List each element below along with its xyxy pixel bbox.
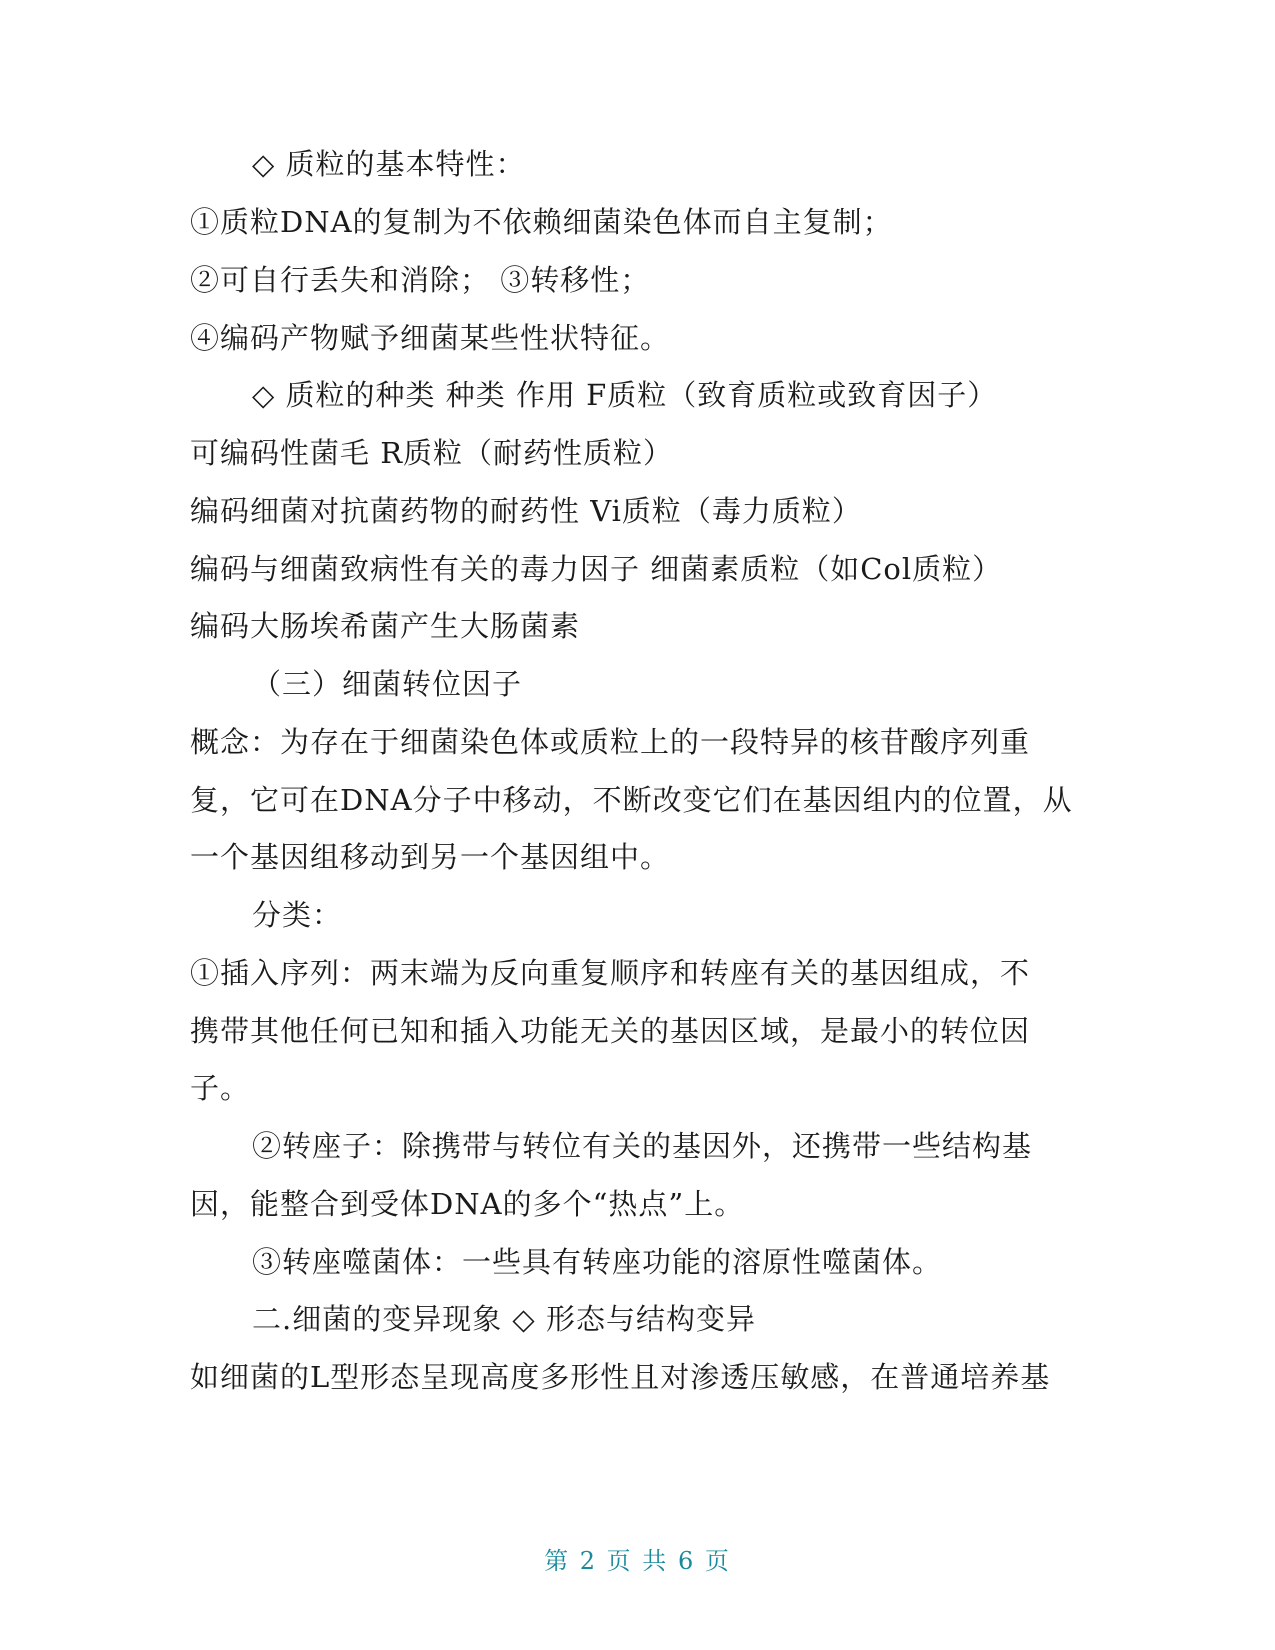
text-line: 一个基因组移动到另一个基因组中。 — [190, 840, 671, 874]
page-number-footer: 第 2 页 共 6 页 — [544, 1547, 731, 1575]
text-line: ②转座子：除携带与转位有关的基因外，还携带一些结构基 — [252, 1129, 1033, 1163]
section-heading-plasmid-properties: ◇ 质粒的基本特性： — [252, 147, 526, 181]
classification-heading: 分类： — [252, 898, 343, 932]
section-heading-variation: 二.细菌的变异现象 ◇ 形态与结构变异 — [252, 1302, 756, 1336]
text-line: ④编码产物赋予细菌某些性状特征。 — [190, 321, 671, 355]
text-line: 编码大肠埃希菌产生大肠菌素 — [190, 609, 581, 643]
text-line: ①插入序列：两末端为反向重复顺序和转座有关的基因组成，不 — [190, 956, 1031, 990]
text-line: 携带其他任何已知和插入功能无关的基因区域，是最小的转位因 — [190, 1014, 1031, 1048]
text-line: 可编码性菌毛 R质粒（耐药性质粒） — [190, 436, 674, 470]
text-line: 概念：为存在于细菌染色体或质粒上的一段特异的核苷酸序列重 — [190, 725, 1031, 759]
text-line: ①质粒DNA的复制为不依赖细菌染色体而自主复制； — [190, 205, 893, 239]
text-line: ③转座噬菌体：一些具有转座功能的溶原性噬菌体。 — [252, 1245, 943, 1279]
section-heading-transposable-elements: （三）细菌转位因子 — [252, 667, 523, 701]
text-line: 子。 — [190, 1071, 251, 1105]
text-line: 如细菌的L型形态呈现高度多形性且对渗透压敏感，在普通培养基 — [190, 1360, 1051, 1394]
text-line: 因，能整合到受体DNA的多个“热点”上。 — [190, 1187, 745, 1221]
section-heading-plasmid-types: ◇ 质粒的种类 种类 作用 F质粒（致育质粒或致育因子） — [252, 378, 998, 412]
text-line: 编码与细菌致病性有关的毒力因子 细菌素质粒（如Col质粒） — [190, 552, 1003, 586]
text-line: ②可自行丢失和消除； ③转移性； — [190, 263, 651, 297]
text-line: 编码细菌对抗菌药物的耐药性 Vi质粒（毒力质粒） — [190, 494, 862, 528]
text-line: 复，它可在DNA分子中移动，不断改变它们在基因组内的位置，从 — [190, 783, 1073, 817]
